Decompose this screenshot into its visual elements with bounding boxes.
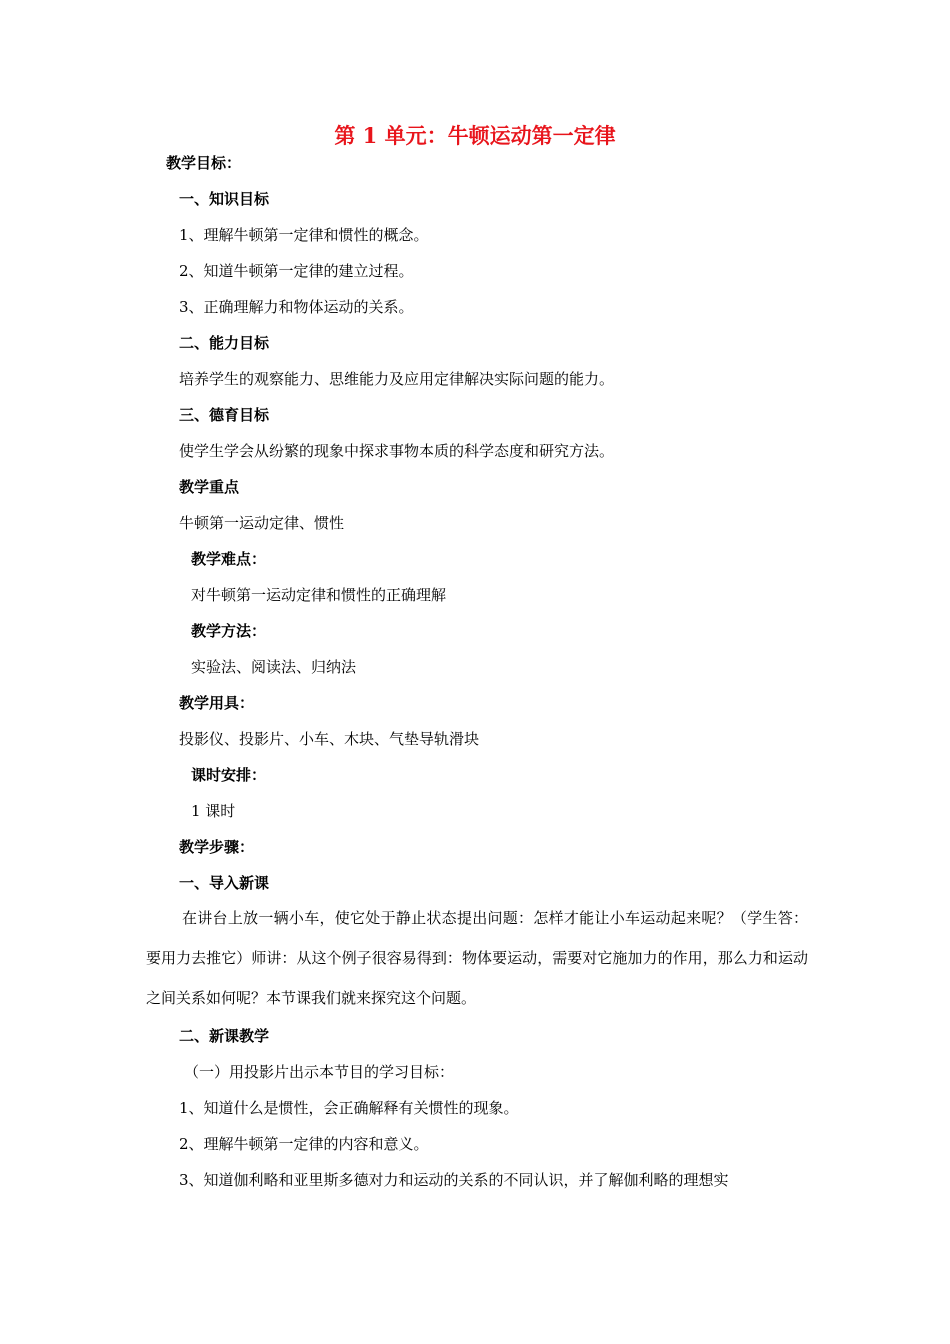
- heading-moral-goals: 三、德育目标: [179, 406, 270, 424]
- heading-introduction: 一、导入新课: [179, 874, 270, 892]
- heading-schedule: 课时安排：: [191, 766, 267, 784]
- teaching-methods-text: 实验法、阅读法、归纳法: [191, 658, 357, 676]
- schedule-text: 1 课时: [191, 802, 236, 820]
- knowledge-goal-2: 2、知道牛顿第一定律的建立过程。: [179, 262, 414, 280]
- heading-difficulties: 教学难点：: [191, 550, 267, 568]
- page-title: 第 1 单元：牛顿运动第一定律: [334, 123, 616, 148]
- knowledge-goal-1: 1、理解牛顿第一定律和惯性的概念。: [179, 226, 429, 244]
- heading-knowledge-goals: 一、知识目标: [179, 190, 270, 208]
- heading-ability-goals: 二、能力目标: [179, 334, 270, 352]
- heading-teaching-steps: 教学步骤：: [179, 838, 255, 856]
- heading-teaching-methods: 教学方法：: [191, 622, 267, 640]
- moral-goal-text: 使学生学会从纷繁的现象中探求事物本质的科学态度和研究方法。: [179, 442, 615, 460]
- learning-objective-3: 3、知道伽利略和亚里斯多德对力和运动的关系的不同认识，并了解伽利略的理想实: [179, 1171, 729, 1189]
- teaching-tools-text: 投影仪、投影片、小车、木块、气垫导轨滑块: [179, 730, 480, 748]
- introduction-paragraph: 在讲台上放一辆小车，使它处于静止状态提出问题：怎样才能让小车运动起来呢？（学生答：要用力去推它）师讲：从这个例子很容易得到：物体要运动，需要对它施加力的作用，那么力和运动之间关系如何呢？本节课我们就来探究这个问题。: [146, 909, 808, 1007]
- heading-new-lesson: 二、新课教学: [179, 1027, 270, 1045]
- heading-teaching-tools: 教学用具：: [179, 694, 255, 712]
- learning-objectives-intro: （一）用投影片出示本节目的学习目标：: [184, 1063, 455, 1081]
- knowledge-goal-3: 3、正确理解力和物体运动的关系。: [179, 298, 414, 316]
- key-points-text: 牛顿第一运动定律、惯性: [179, 514, 345, 532]
- learning-objective-1: 1、知道什么是惯性，会正确解释有关惯性的现象。: [179, 1099, 519, 1117]
- heading-teaching-goals: 教学目标：: [166, 154, 242, 172]
- heading-key-points: 教学重点: [179, 478, 240, 496]
- difficulties-text: 对牛顿第一运动定律和惯性的正确理解: [191, 586, 447, 604]
- ability-goal-text: 培养学生的观察能力、思维能力及应用定律解决实际问题的能力。: [179, 370, 615, 388]
- learning-objective-2: 2、理解牛顿第一定律的内容和意义。: [179, 1135, 429, 1153]
